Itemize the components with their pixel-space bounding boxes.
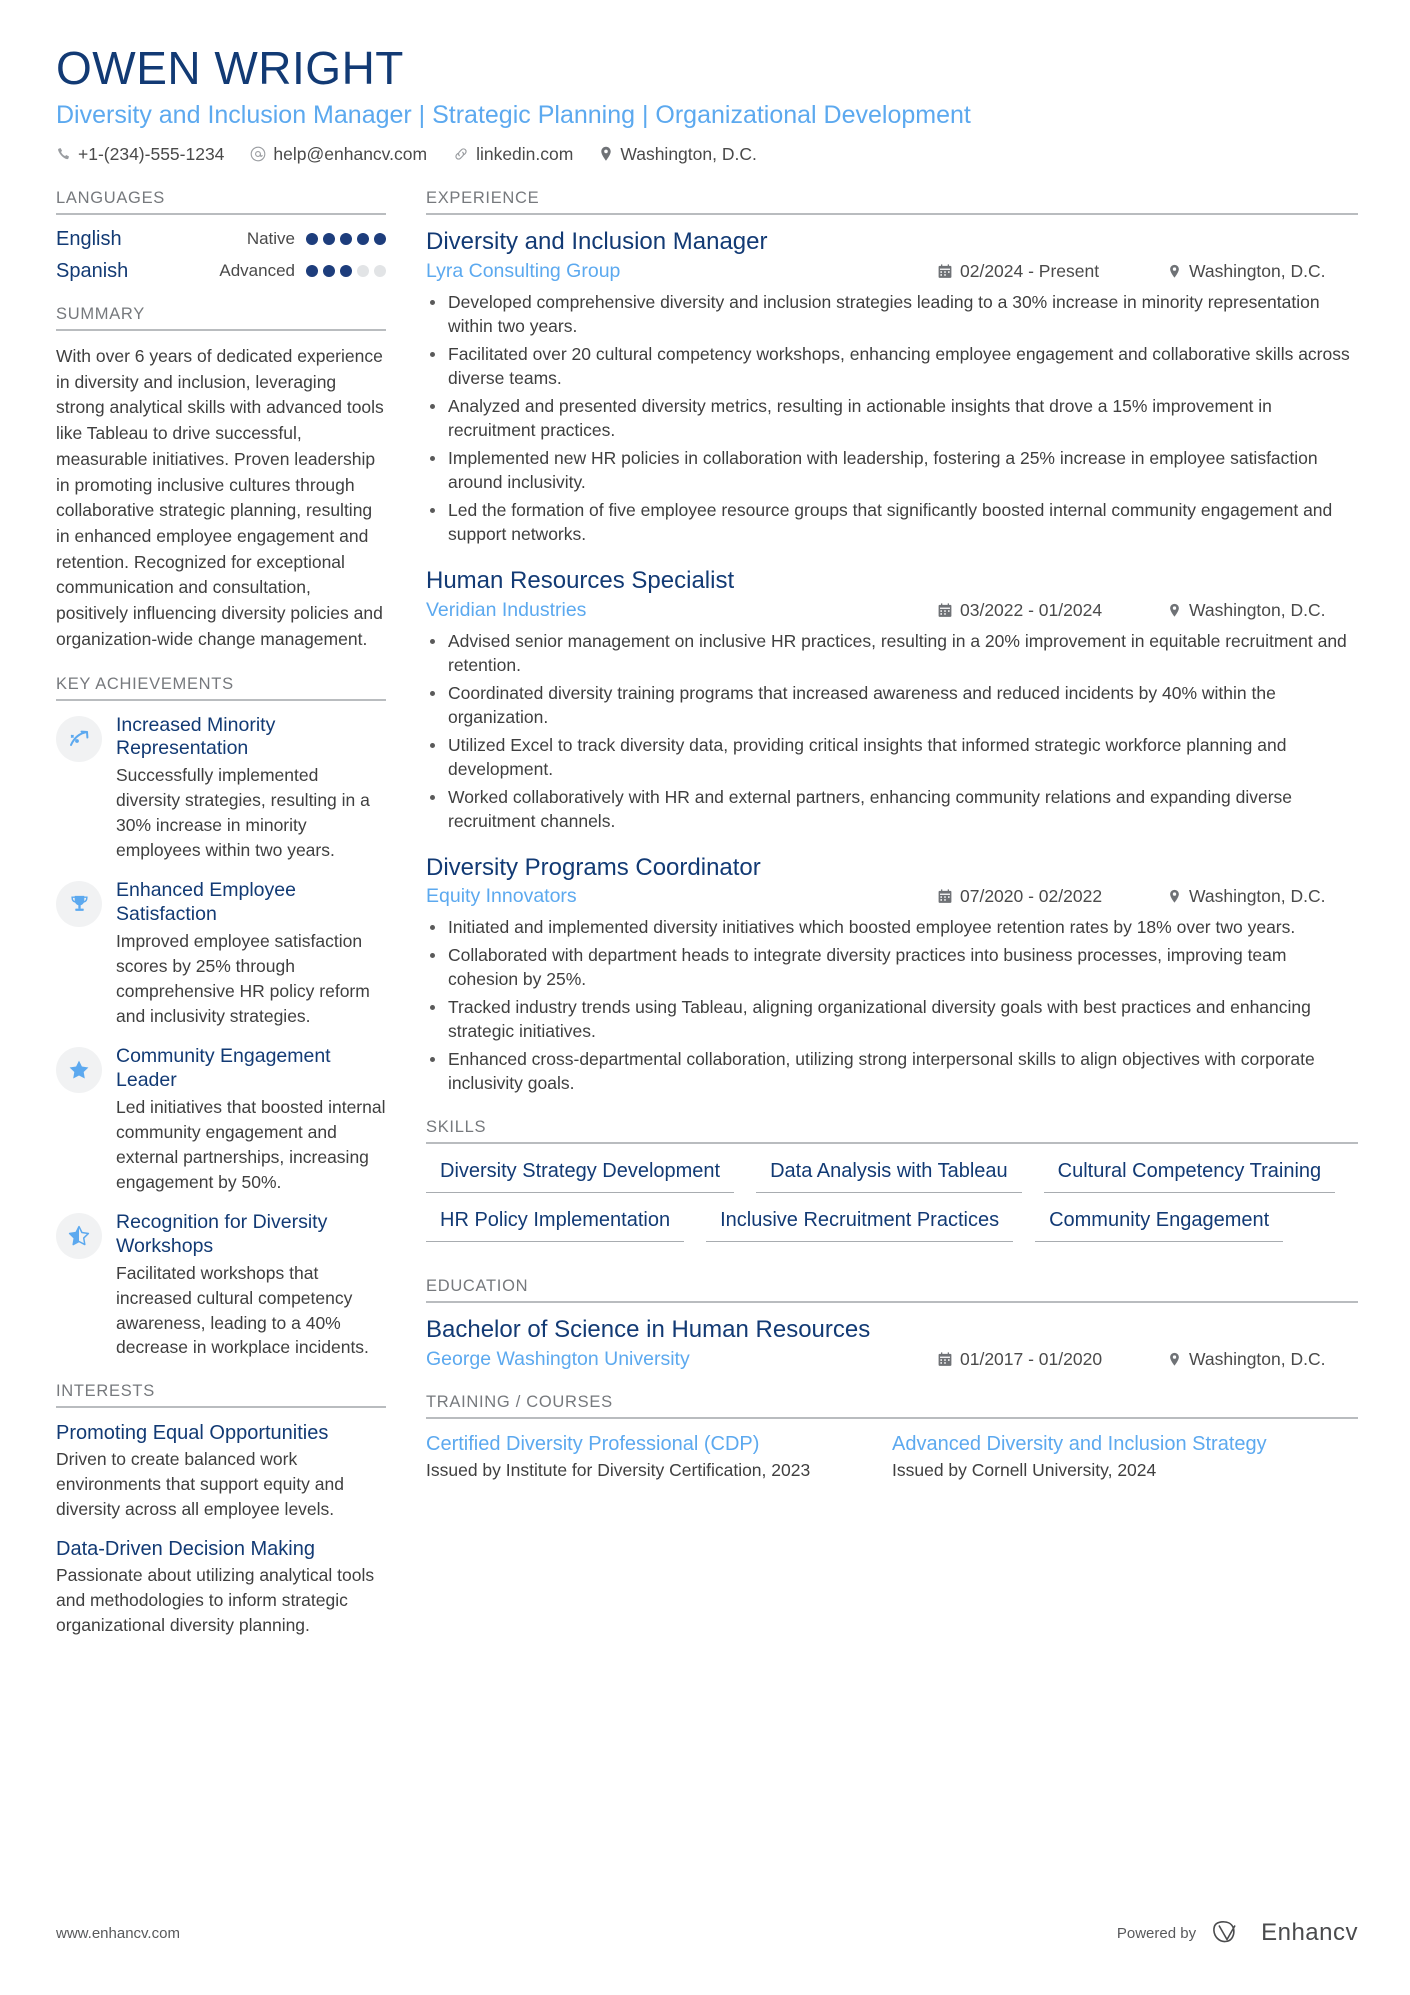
education-dates xyxy=(938,1349,1168,1370)
email-icon xyxy=(250,146,266,162)
contact-email[interactable] xyxy=(250,144,427,165)
job-title: Human Resources Specialist xyxy=(426,566,735,594)
phone-icon xyxy=(56,147,71,162)
candidate-headline: Diversity and Inclusion Manager | Strategic Planning | Organizational Development xyxy=(56,100,971,129)
language-row xyxy=(56,260,386,283)
job-dates-text: 03/2022 - 01/2024 xyxy=(960,599,1103,620)
location-pin-icon xyxy=(1168,889,1181,904)
job-bullet: Tracked industry trends using Tableau, aligning organizational diversity goals with best practices and enhancing strategic initiatives. xyxy=(426,995,1358,1044)
experience-item xyxy=(426,854,1358,1096)
summary-text: With over 6 years of dedicated experience in diversity and inclusion, leveraging strong analytical skills with advanced tools like Tableau to drive successful, measurable initiatives. Proven leadership in promoting inclusive cultures through collaborative strategic planning, resulting in enhanced employee engagement and retention. Recognized for exceptional communication and consultation, positively influencing diversity policies and organization-wide change management. xyxy=(56,345,384,649)
job-company: Lyra Consulting Group xyxy=(426,259,621,282)
job-bullet: Advised senior management on inclusive HR practices, resulting in a 20% improvement in equitable recruitment and retention. xyxy=(426,629,1358,678)
training-item xyxy=(892,1432,1358,1483)
achievement-item xyxy=(56,879,386,1028)
contact-location xyxy=(599,144,757,165)
job-bullets xyxy=(426,915,1358,1096)
growth-arrow-icon xyxy=(67,727,91,751)
section-interests xyxy=(56,1382,386,1637)
job-location-text: Washington, D.C. xyxy=(1189,260,1326,281)
dot-filled xyxy=(374,233,386,245)
calendar-icon xyxy=(938,603,952,618)
contact-phone-text: +1-(234)-555-1234 xyxy=(78,143,225,164)
section-title-skills: SKILLS xyxy=(426,1118,1358,1144)
dot-filled xyxy=(340,233,352,245)
achievement-title: Increased Minority Representation xyxy=(116,713,276,760)
achievement-description: Improved employee satisfaction scores by 25% through comprehensive HR policy reform and inclusivity strategies. xyxy=(116,931,370,1026)
education-location-text: Washington, D.C. xyxy=(1189,1348,1326,1369)
education-dates-text: 01/2017 - 01/2020 xyxy=(960,1348,1103,1369)
job-bullet: Worked collaboratively with HR and external partners, enhancing community relations and expanding diverse recruitment channels. xyxy=(426,785,1358,834)
language-proficiency-dots xyxy=(306,265,386,277)
contact-email-text: help@enhancv.com xyxy=(273,143,428,164)
job-bullet: Collaborated with department heads to integrate diversity practices into business processes, improving team cohesion by 25%. xyxy=(426,943,1358,992)
skills-grid xyxy=(426,1157,1358,1255)
dot-filled xyxy=(323,265,335,277)
job-bullet: Initiated and implemented diversity initiatives which boosted employee retention rates by 18% over two years. xyxy=(426,915,1358,940)
contact-location-text: Washington, D.C. xyxy=(620,143,757,164)
job-dates xyxy=(938,600,1168,621)
contact-linkedin-text: linkedin.com xyxy=(476,143,574,164)
calendar-icon xyxy=(938,264,952,279)
job-dates xyxy=(938,261,1168,282)
section-summary xyxy=(56,305,386,653)
resume-header xyxy=(56,44,1358,165)
job-dates-text: 02/2024 - Present xyxy=(960,260,1100,281)
job-bullet: Led the formation of five employee resource groups that significantly boosted internal community engagement and support networks. xyxy=(426,498,1358,547)
achievement-title: Community Engagement Leader xyxy=(116,1045,331,1092)
left-column xyxy=(56,189,386,1659)
section-languages xyxy=(56,189,386,283)
section-title-summary: SUMMARY xyxy=(56,305,386,331)
training-item xyxy=(426,1432,892,1483)
footer-brand xyxy=(1117,1919,1358,1947)
dot-filled xyxy=(340,265,352,277)
achievement-title: Recognition for Diversity Workshops xyxy=(116,1211,328,1258)
location-pin-icon xyxy=(1168,264,1181,279)
contact-bar xyxy=(56,144,1358,165)
dot-empty xyxy=(357,265,369,277)
language-name: English xyxy=(56,227,122,250)
job-bullet: Facilitated over 20 cultural competency workshops, enhancing employee engagement and collaborative skills across diverse teams. xyxy=(426,342,1358,391)
job-meta xyxy=(426,260,1358,283)
content-columns xyxy=(56,189,1358,1659)
job-bullet: Utilized Excel to track diversity data, providing critical insights that informed strategic workforce planning and development. xyxy=(426,733,1358,782)
achievement-title: Enhanced Employee Satisfaction xyxy=(116,879,296,926)
skill-chip: Data Analysis with Tableau xyxy=(756,1157,1022,1193)
education-meta xyxy=(426,1348,1358,1371)
section-experience xyxy=(426,189,1358,1096)
job-location xyxy=(1168,886,1358,907)
achievement-body xyxy=(116,1211,386,1360)
dot-filled xyxy=(306,233,318,245)
calendar-icon xyxy=(938,1352,952,1367)
skill-chip: Inclusive Recruitment Practices xyxy=(706,1206,1013,1242)
footer-powered-by: Powered by xyxy=(1116,1924,1197,1942)
location-pin-icon xyxy=(599,146,613,162)
job-bullet: Coordinated diversity training programs that increased awareness and reduced incidents by 40% within the organization. xyxy=(426,681,1358,730)
training-name: Advanced Diversity and Inclusion Strategy xyxy=(892,1432,1267,1455)
job-bullet: Enhanced cross-departmental collaboration, utilizing strong interpersonal skills to align objectives with corporate inclusivity goals. xyxy=(426,1047,1358,1096)
section-education xyxy=(426,1277,1358,1371)
achievement-description: Successfully implemented diversity strategies, resulting in a 30% increase in minority employees within two years. xyxy=(116,765,370,860)
achievement-badge xyxy=(56,881,102,927)
achievement-description: Led initiatives that boosted internal community engagement and external partnerships, increasing engagement by 50%. xyxy=(116,1096,386,1192)
enhancv-logo xyxy=(1212,1919,1358,1947)
dot-empty xyxy=(374,265,386,277)
achievement-item xyxy=(56,1211,386,1360)
calendar-icon xyxy=(938,889,952,904)
job-bullet: Implemented new HR policies in collaboration with leadership, fostering a 25% increase in employee satisfaction around inclusivity. xyxy=(426,446,1358,495)
job-title: Diversity and Inclusion Manager xyxy=(426,227,768,255)
job-location-text: Washington, D.C. xyxy=(1189,599,1326,620)
section-title-interests: INTERESTS xyxy=(56,1382,386,1408)
job-company: Veridian Industries xyxy=(426,598,587,621)
page-footer xyxy=(56,1919,1358,1947)
experience-item xyxy=(426,567,1358,834)
training-issuer: Issued by Cornell University, 2024 xyxy=(892,1460,1157,1480)
achievement-description: Facilitated workshops that increased cultural competency awareness, leading to a 40% decrease in workplace incidents. xyxy=(116,1262,369,1358)
job-meta xyxy=(426,885,1358,908)
job-bullets xyxy=(426,629,1358,834)
dot-filled xyxy=(306,265,318,277)
job-location xyxy=(1168,600,1358,621)
section-title-key-achievements: KEY ACHIEVEMENTS xyxy=(56,675,386,701)
job-bullets xyxy=(426,290,1358,547)
section-title-experience: EXPERIENCE xyxy=(426,189,1358,215)
link-icon xyxy=(453,146,469,162)
location-pin-icon xyxy=(1168,1352,1181,1367)
contact-linkedin[interactable] xyxy=(453,144,573,165)
dot-filled xyxy=(323,233,335,245)
education-school: George Washington University xyxy=(426,1347,690,1370)
experience-item xyxy=(426,228,1358,547)
interest-description: Driven to create balanced work environments that support equity and diversity across all employee levels. xyxy=(56,1449,344,1519)
training-grid xyxy=(426,1432,1358,1483)
job-dates-text: 07/2020 - 02/2022 xyxy=(960,886,1103,907)
section-title-training-courses: TRAINING / COURSES xyxy=(426,1393,1358,1419)
education-degree: Bachelor of Science in Human Resources xyxy=(426,1315,871,1343)
achievement-body xyxy=(116,1045,386,1194)
interest-item xyxy=(56,1421,386,1522)
contact-phone[interactable] xyxy=(56,144,224,165)
achievement-body xyxy=(116,714,386,863)
job-meta xyxy=(426,599,1358,622)
section-title-languages: LANGUAGES xyxy=(56,189,386,215)
section-training-courses xyxy=(426,1393,1358,1483)
language-proficiency-dots xyxy=(306,233,386,245)
achievement-item xyxy=(56,714,386,863)
candidate-name: OWEN WRIGHT xyxy=(56,42,404,94)
language-name: Spanish xyxy=(56,259,129,282)
half-star-icon xyxy=(67,1224,91,1248)
interest-description: Passionate about utilizing analytical tools and methodologies to inform strategic organizational diversity planning. xyxy=(56,1564,375,1635)
job-title: Diversity Programs Coordinator xyxy=(426,853,761,881)
skill-chip: HR Policy Implementation xyxy=(426,1206,684,1242)
achievement-badge xyxy=(56,1213,102,1259)
job-company: Equity Innovators xyxy=(426,885,577,908)
enhancv-wordmark: Enhancv xyxy=(1261,1919,1358,1946)
language-level: Advanced xyxy=(219,261,295,281)
language-level: Native xyxy=(246,229,295,249)
language-row xyxy=(56,228,386,251)
right-column xyxy=(426,189,1358,1505)
skill-chip: Diversity Strategy Development xyxy=(426,1157,734,1193)
section-skills xyxy=(426,1118,1358,1255)
achievement-badge xyxy=(56,716,102,762)
skill-chip: Cultural Competency Training xyxy=(1044,1157,1335,1193)
trophy-icon xyxy=(68,893,91,916)
job-location-text: Washington, D.C. xyxy=(1189,886,1326,907)
education-item xyxy=(426,1316,1358,1371)
education-location xyxy=(1168,1349,1358,1370)
star-icon xyxy=(67,1058,91,1082)
job-bullet: Developed comprehensive diversity and inclusion strategies leading to a 30% increase in minority representation within two years. xyxy=(426,290,1358,339)
dot-filled xyxy=(357,233,369,245)
job-dates xyxy=(938,886,1168,907)
achievement-item xyxy=(56,1045,386,1194)
footer-website[interactable]: www.enhancv.com xyxy=(56,1924,180,1942)
achievement-badge xyxy=(56,1047,102,1093)
achievement-body xyxy=(116,879,386,1028)
training-name: Certified Diversity Professional (CDP) xyxy=(426,1432,760,1455)
interest-title: Data-Driven Decision Making xyxy=(56,1537,315,1560)
location-pin-icon xyxy=(1168,603,1181,618)
job-location xyxy=(1168,261,1358,282)
enhancv-mark-icon xyxy=(1212,1920,1252,1946)
section-title-education: EDUCATION xyxy=(426,1277,1358,1303)
interest-item xyxy=(56,1537,386,1638)
training-issuer: Issued by Institute for Diversity Certification, 2023 xyxy=(426,1460,811,1480)
job-bullet: Analyzed and presented diversity metrics, resulting in actionable insights that drove a 15% improvement in recruitment practices. xyxy=(426,394,1358,443)
section-key-achievements xyxy=(56,675,386,1361)
interest-title: Promoting Equal Opportunities xyxy=(56,1422,329,1445)
skill-chip: Community Engagement xyxy=(1035,1206,1283,1242)
